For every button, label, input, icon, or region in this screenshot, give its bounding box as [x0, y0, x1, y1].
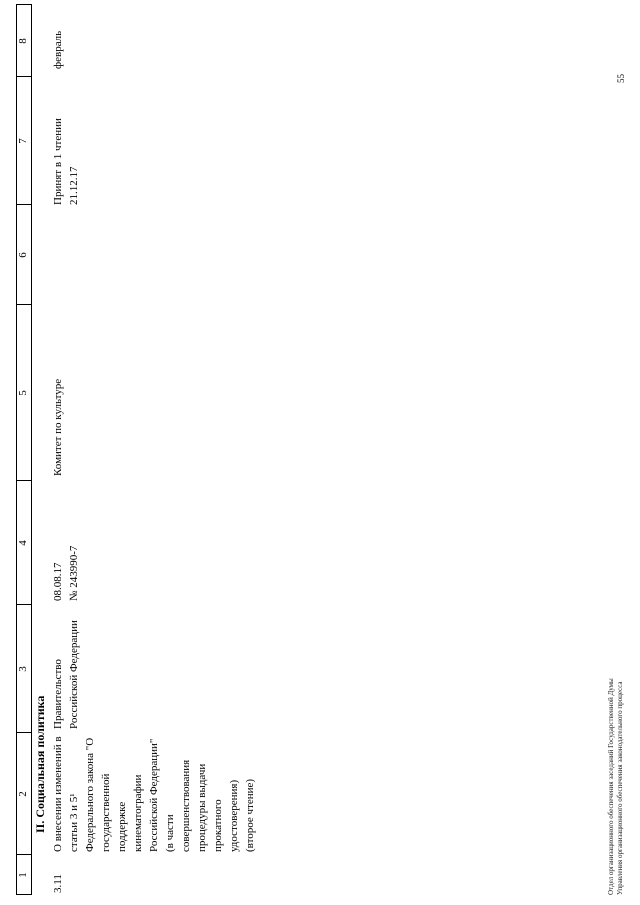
column-number: 1: [17, 872, 29, 878]
footer-line: Отдел организационного обеспечения заседаний Государственной Думы: [607, 678, 615, 895]
responsible-committee: Комитет по культуре: [52, 378, 64, 476]
bill-title-line: Российской Федерации": [148, 738, 160, 852]
column-number: 7: [17, 138, 29, 144]
section-title: II. Социальная политика: [33, 695, 47, 833]
column-number: 8: [17, 38, 29, 44]
page-number: 55: [616, 74, 626, 83]
column-number: 2: [17, 791, 29, 797]
planned-month: февраль: [52, 30, 64, 69]
bill-title-line: процедуры выдачи: [196, 763, 208, 852]
status-line: 21.12.17: [68, 166, 80, 205]
bill-title-line: поддержке: [116, 801, 128, 852]
bill-title-line: статьи 3 и 5¹: [68, 793, 80, 852]
bill-initiator: [50, 620, 82, 729]
bill-title-line: Федерального закона "О: [84, 737, 96, 852]
row-number: 3.11: [52, 874, 64, 893]
bill-title: [50, 736, 258, 852]
bill-number: № 243990-7: [68, 545, 80, 601]
header-bottom-line: [31, 5, 32, 895]
bill-date: 08.08.17: [52, 562, 64, 601]
bill-registration: [50, 546, 82, 601]
column-number: 3: [17, 666, 29, 672]
footer-note: [607, 678, 625, 895]
bill-title-line: (второе чтение): [244, 778, 256, 852]
bill-title-line: удостоверения): [228, 779, 240, 852]
bill-title-line: (в части: [164, 814, 176, 852]
status-line: Принят в 1 чтении: [52, 118, 64, 205]
initiator-line: Российской Федерации: [68, 620, 80, 729]
column-number: 5: [17, 390, 29, 396]
bill-title-line: О внесении изменений в: [52, 736, 64, 852]
column-number: 6: [17, 252, 29, 258]
bill-title-line: совершенствования: [180, 759, 192, 852]
bill-title-line: кинематографии: [132, 774, 144, 852]
footer-line: Управления организационного обеспечения законодательного процесса: [616, 681, 624, 895]
bill-title-line: государственной: [100, 773, 112, 852]
column-number: 4: [17, 540, 29, 546]
bill-title-line: прокатного: [212, 799, 224, 852]
bill-status: [50, 118, 82, 205]
initiator-line: Правительство: [52, 659, 64, 729]
